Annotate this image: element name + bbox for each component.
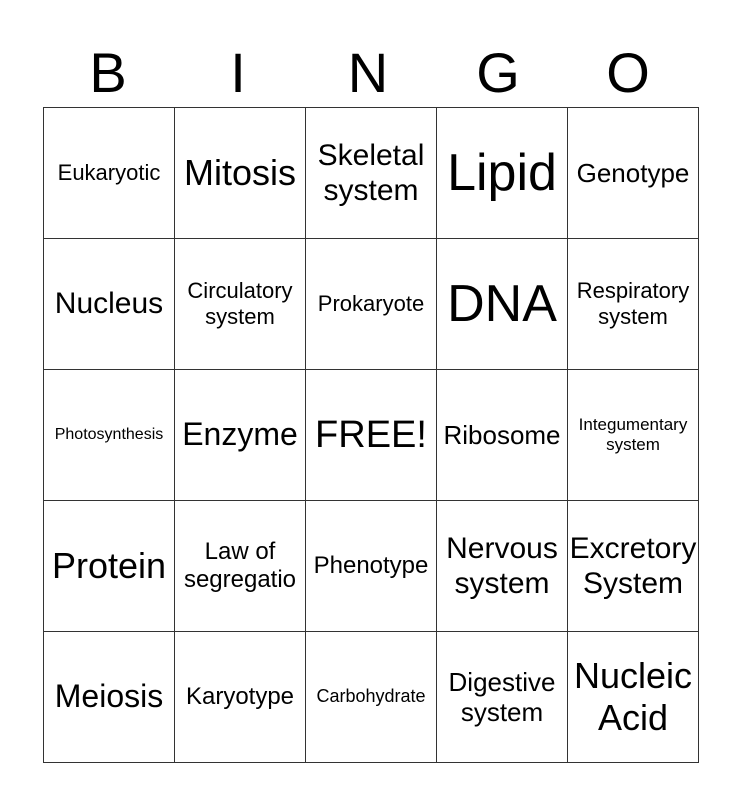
bingo-cell[interactable]: Ribosome [437, 370, 568, 501]
bingo-cell[interactable]: DNA [437, 239, 568, 370]
bingo-row [44, 108, 699, 239]
bingo-header [43, 40, 693, 106]
bingo-cell[interactable]: Enzyme [175, 370, 306, 501]
bingo-row [44, 632, 699, 763]
bingo-card [43, 107, 699, 763]
bingo-row [44, 239, 699, 370]
bingo-cell[interactable]: Protein [44, 501, 175, 632]
bingo-cell[interactable]: Nucleus [44, 239, 175, 370]
bingo-cell[interactable]: Phenotype [306, 501, 437, 632]
bingo-cell[interactable]: Excretory System [568, 501, 699, 632]
bingo-cell[interactable]: Carbohydrate [306, 632, 437, 763]
bingo-cell[interactable]: Nervous system [437, 501, 568, 632]
header-letter-i: I [230, 41, 246, 104]
bingo-cell[interactable]: Meiosis [44, 632, 175, 763]
bingo-cell[interactable]: Eukaryotic [44, 108, 175, 239]
header-letter-g: G [476, 41, 520, 104]
bingo-cell[interactable]: Lipid [437, 108, 568, 239]
bingo-cell[interactable]: Photosynthesis [44, 370, 175, 501]
bingo-cell[interactable]: Digestive system [437, 632, 568, 763]
bingo-cell[interactable]: Law of segregatio [175, 501, 306, 632]
bingo-cell[interactable]: Integumentary system [568, 370, 699, 501]
bingo-cell[interactable]: Mitosis [175, 108, 306, 239]
header-letter-n: N [347, 41, 389, 104]
header-letter-b: B [89, 41, 127, 104]
bingo-row [44, 370, 699, 501]
bingo-cell[interactable]: Nucleic Acid [568, 632, 699, 763]
bingo-cell[interactable]: Skeletal system [306, 108, 437, 239]
bingo-cell[interactable]: Karyotype [175, 632, 306, 763]
bingo-cell[interactable]: Circulatory system [175, 239, 306, 370]
free-space[interactable]: FREE! [306, 370, 437, 501]
header-letter-o: O [606, 41, 650, 104]
bingo-cell[interactable]: Prokaryote [306, 239, 437, 370]
bingo-row [44, 501, 699, 632]
bingo-cell[interactable]: Respiratory system [568, 239, 699, 370]
bingo-cell[interactable]: Genotype [568, 108, 699, 239]
